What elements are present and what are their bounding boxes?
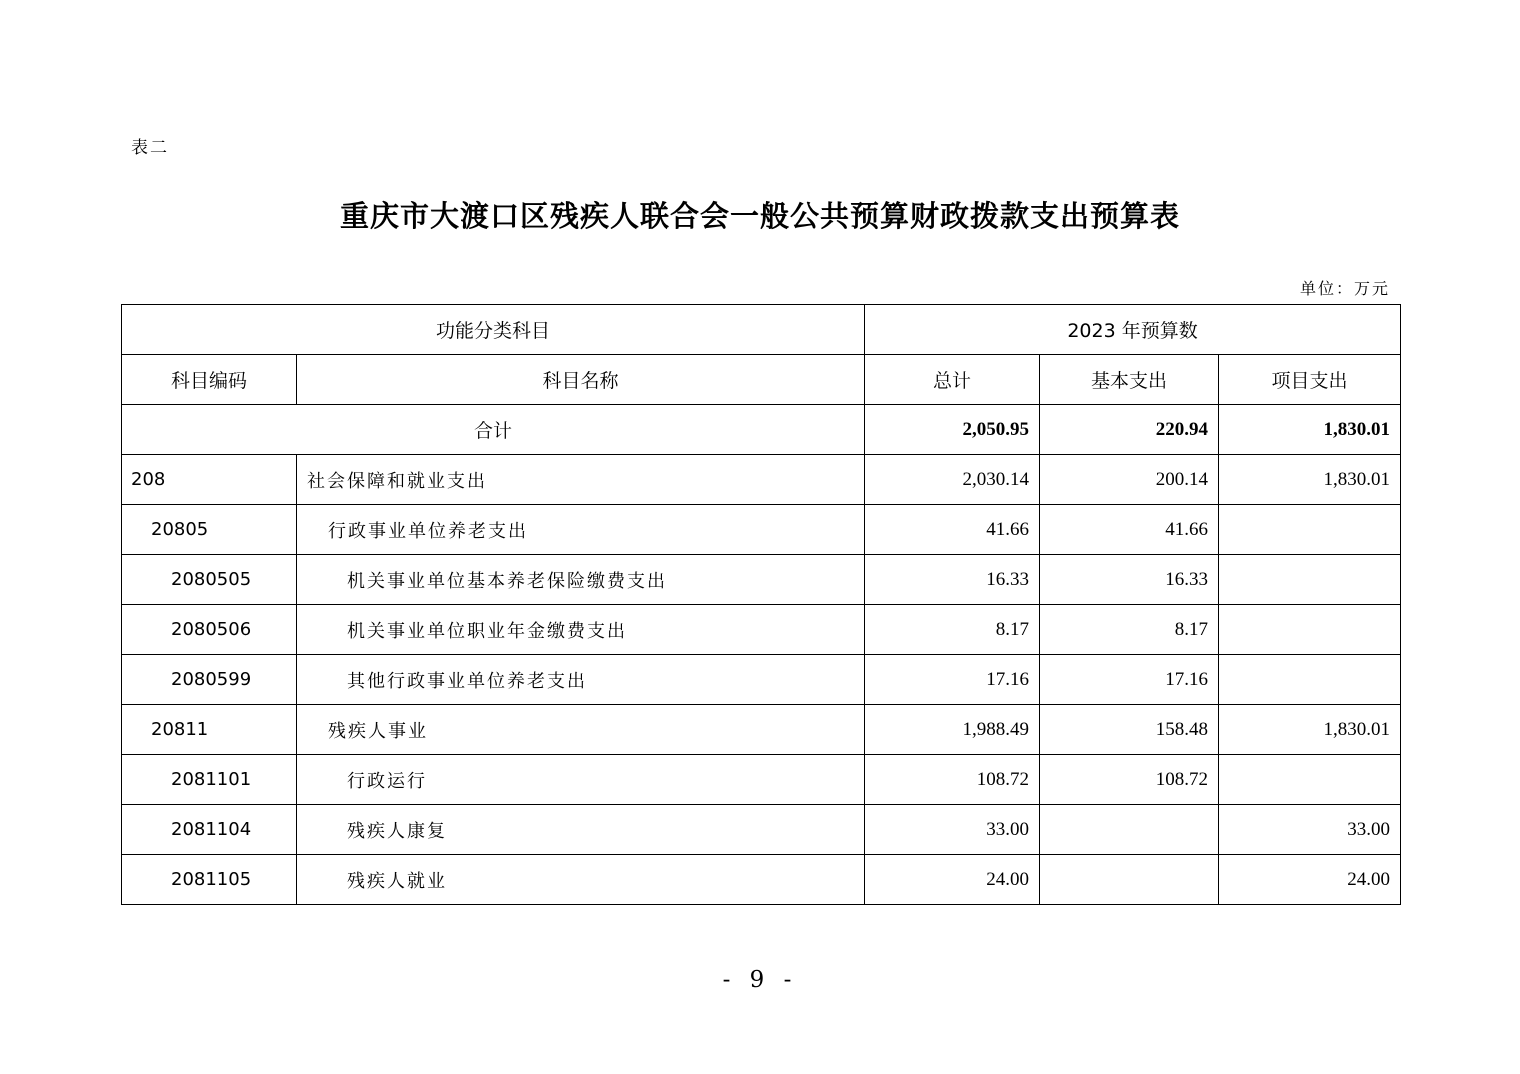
table-row bbox=[122, 655, 1401, 705]
table-row bbox=[122, 855, 1401, 905]
row-code: 2081105 bbox=[122, 855, 297, 905]
row-basic: 108.72 bbox=[1040, 755, 1219, 805]
row-code: 2080599 bbox=[122, 655, 297, 705]
row-total: 41.66 bbox=[865, 505, 1040, 555]
row-project: 24.00 bbox=[1219, 855, 1401, 905]
row-name: 残疾人康复 bbox=[297, 805, 865, 855]
table-label: 表二 bbox=[131, 138, 169, 158]
row-code: 2080505 bbox=[122, 555, 297, 605]
row-project bbox=[1219, 555, 1401, 605]
row-code: 20811 bbox=[122, 705, 297, 755]
row-code: 2081101 bbox=[122, 755, 297, 805]
budget-year-header: 2023 年预算数 bbox=[865, 305, 1401, 355]
row-code: 2080506 bbox=[122, 605, 297, 655]
row-project: 33.00 bbox=[1219, 805, 1401, 855]
row-project bbox=[1219, 605, 1401, 655]
table-row bbox=[122, 605, 1401, 655]
unit-note: 单位：万元 bbox=[1300, 279, 1391, 298]
total-row-basic: 220.94 bbox=[1040, 405, 1219, 455]
row-basic: 17.16 bbox=[1040, 655, 1219, 705]
group-header-row bbox=[122, 305, 1401, 355]
page-number: - 9 - bbox=[722, 967, 798, 993]
table-row bbox=[122, 455, 1401, 505]
total-column-header: 总计 bbox=[865, 355, 1040, 405]
table-row bbox=[122, 705, 1401, 755]
budget-table bbox=[121, 304, 1401, 905]
row-project bbox=[1219, 505, 1401, 555]
basic-column-header: 基本支出 bbox=[1040, 355, 1219, 405]
total-row-label: 合计 bbox=[122, 405, 865, 455]
row-name: 社会保障和就业支出 bbox=[297, 455, 865, 505]
row-total: 108.72 bbox=[865, 755, 1040, 805]
row-total: 24.00 bbox=[865, 855, 1040, 905]
row-basic bbox=[1040, 855, 1219, 905]
row-code: 208 bbox=[122, 455, 297, 505]
column-header-row bbox=[122, 355, 1401, 405]
row-basic: 41.66 bbox=[1040, 505, 1219, 555]
row-project bbox=[1219, 755, 1401, 805]
row-name: 残疾人事业 bbox=[297, 705, 865, 755]
row-basic: 8.17 bbox=[1040, 605, 1219, 655]
row-project bbox=[1219, 655, 1401, 705]
row-name: 行政事业单位养老支出 bbox=[297, 505, 865, 555]
row-total: 16.33 bbox=[865, 555, 1040, 605]
row-total: 33.00 bbox=[865, 805, 1040, 855]
row-total: 17.16 bbox=[865, 655, 1040, 705]
row-name: 机关事业单位职业年金缴费支出 bbox=[297, 605, 865, 655]
row-basic bbox=[1040, 805, 1219, 855]
total-row bbox=[122, 405, 1401, 455]
page-title: 重庆市大渡口区残疾人联合会一般公共预算财政拨款支出预算表 bbox=[339, 199, 1180, 233]
function-category-header: 功能分类科目 bbox=[122, 305, 865, 355]
row-total: 8.17 bbox=[865, 605, 1040, 655]
row-name: 行政运行 bbox=[297, 755, 865, 805]
total-row-total: 2,050.95 bbox=[865, 405, 1040, 455]
row-basic: 16.33 bbox=[1040, 555, 1219, 605]
row-code: 2081104 bbox=[122, 805, 297, 855]
row-name: 机关事业单位基本养老保险缴费支出 bbox=[297, 555, 865, 605]
row-total: 1,988.49 bbox=[865, 705, 1040, 755]
table-row bbox=[122, 805, 1401, 855]
row-name: 其他行政事业单位养老支出 bbox=[297, 655, 865, 705]
row-basic: 158.48 bbox=[1040, 705, 1219, 755]
table-row bbox=[122, 755, 1401, 805]
project-column-header: 项目支出 bbox=[1219, 355, 1401, 405]
name-column-header: 科目名称 bbox=[297, 355, 865, 405]
table-row bbox=[122, 555, 1401, 605]
row-name: 残疾人就业 bbox=[297, 855, 865, 905]
row-total: 2,030.14 bbox=[865, 455, 1040, 505]
total-row-project: 1,830.01 bbox=[1219, 405, 1401, 455]
row-basic: 200.14 bbox=[1040, 455, 1219, 505]
row-project: 1,830.01 bbox=[1219, 705, 1401, 755]
table-row bbox=[122, 505, 1401, 555]
row-project: 1,830.01 bbox=[1219, 455, 1401, 505]
code-column-header: 科目编码 bbox=[122, 355, 297, 405]
row-code: 20805 bbox=[122, 505, 297, 555]
